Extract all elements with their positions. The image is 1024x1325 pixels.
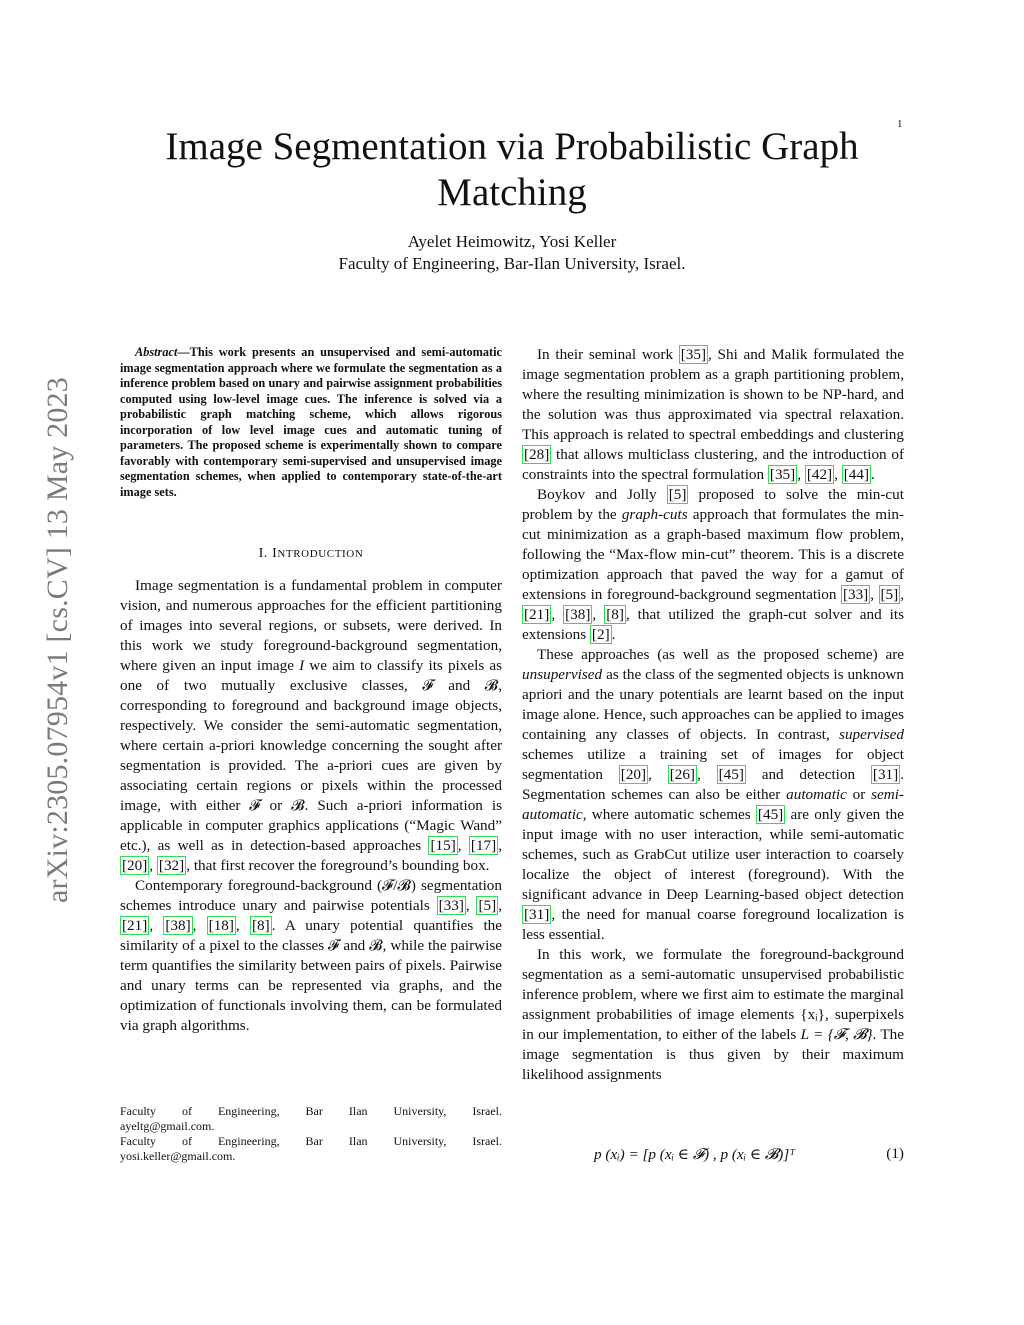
citation-link[interactable]: [5] — [880, 586, 899, 603]
body-paragraph: Boykov and Jolly [5] proposed to solve the min-cut problem by the graph-cuts approach that formulates the min-cut minimization as a graph-based maximum flow problem, following the “Max-flow min-cut” theorem. This is a discrete optimization approach that paved the way for a gamut of extensions in foreground-background segmentation [33] , [5] , [21] , [38] , [8] , that utilized the graph-cut solver and its extensions [2] . — [522, 486, 905, 643]
equation-number: (1) — [886, 1145, 904, 1162]
citation-link[interactable]: [2] — [591, 626, 610, 643]
citation-link[interactable]: [8] — [606, 606, 624, 623]
abstract-dash: — — [177, 345, 190, 359]
footnote-email: ayeltg@gmail.com. — [120, 1119, 215, 1133]
citation-link[interactable]: [5] — [668, 486, 687, 503]
authors: Ayelet Heimowitz, Yosi Keller — [407, 232, 617, 251]
citation-link[interactable]: [31] — [872, 766, 899, 783]
citation-link[interactable]: [32] — [158, 857, 185, 874]
citation-link[interactable]: [8] — [251, 917, 270, 934]
footnote-email: yosi.keller@gmail.com. — [120, 1149, 236, 1163]
citation-link[interactable]: [17] — [470, 837, 497, 854]
citation-link[interactable]: [20] — [620, 766, 647, 783]
citation-link[interactable]: [33] — [842, 586, 869, 603]
body-paragraph: In their seminal work [35] , Shi and Malik formulated the image segmentation problem as a graph partitioning problem, where the resulting minimization is shown to be NP-hard, and the solution was thus approximated via spectral relaxation. This approach is related to spectral embeddings and clustering [28] that allows multiclass clustering, and the introduction of constraints into the spectral formulation [35] , [42] , [44] . — [522, 346, 904, 483]
abstract-lead: Abstract — [135, 345, 178, 359]
body-paragraph: These approaches (as well as the proposed scheme) are unsupervised as the class of the segmented objects is unknown apriori and the unary potentials are learnt based on the input image alone. Hence, such approaches can be applied to images containing any classes of objects. In contrast, supervised schemes utilize a training set of images for object segmentation [20] , [26] , [45] and detection [31] . Segmentation schemes can also be either automatic or semi-automatic, where automatic schemes [45] are only given the input image with no user interaction, while semi-automatic schemes, such as GrabCut utilize user interaction to coarsely localize the object of interest (foreground). With the significant advance in Deep Learning-based object detection [31] , the need for manual coarse foreground localization is less essential. — [522, 646, 905, 943]
citation-link[interactable]: [21] — [122, 917, 148, 934]
citation-link[interactable]: [44] — [843, 466, 870, 483]
footnote-affiliation: Faculty of Engineering, Bar Ilan University, Israel. — [120, 1104, 502, 1118]
citation-link[interactable]: [33] — [438, 897, 464, 914]
section-numeral: I. — [258, 546, 273, 561]
page-number: 1 — [897, 118, 903, 130]
abstract — [120, 345, 502, 500]
footnotes — [120, 1104, 502, 1164]
section-rest: NTRODUCTION — [277, 548, 364, 560]
citation-link[interactable]: [38] — [165, 917, 191, 934]
citation-link[interactable]: [21] — [524, 606, 550, 623]
arxiv-stamp: arXiv:2305.07954v1 [cs.CV] 13 May 2023 — [41, 377, 74, 903]
citation-link[interactable]: [18] — [208, 917, 234, 934]
body-paragraph: In this work, we formulate the foreground-background segmentation as a semi-automatic unsupervised probabilistic inference problem, where we first aim to estimate the marginal assignment probabilities of image elements {xᵢ}, superpixels in our implementation, to either of the labels L = {𝓕, 𝓑}. The image segmentation is thus given by their maximum likelihood assignments — [522, 946, 904, 1083]
equation-1 — [522, 1145, 904, 1169]
citation-link[interactable]: [20] — [122, 857, 148, 874]
section-first-letter: I — [272, 546, 278, 561]
citation-link[interactable]: [15] — [430, 837, 456, 854]
citation-link[interactable]: [28] — [524, 446, 550, 463]
left-column — [120, 345, 502, 1036]
section-heading-introduction — [120, 544, 502, 564]
abstract-text: This work presents an unsupervised and semi-automatic image segmentation approach where we formulate the segmentation as a inference problem based on unary and pairwise assignment probabilities computed using low-level image cues. The inference is solved via a probabilistic graph matching scheme, which allows rigorous incorporation of low level image cues and automatic tuning of parameters. The proposed scheme is experimentally shown to compare favorably with contemporary semi-supervised and unsupervised image segmentation schemes, when applied to contemporary state-of-the-art image sets. — [120, 345, 502, 499]
citation-link[interactable]: [45] — [718, 766, 744, 783]
paper-title: Image Segmentation via Probabilistic Graph Matching — [165, 125, 859, 214]
citation-link[interactable]: [35] — [769, 466, 796, 483]
intro-paragraph-2: Contemporary foreground-background (𝓕/𝓑) segmentation schemes introduce unary and pairwise potentials [33] , [5] , [21] , [38] , [18] , [8] . A unary potential quantifies the similarity of a pixel to the classes 𝓕 and 𝓑, while the pairwise term quantifies the similarity between pairs of pixels. Pairwise and unary terms can be represented via graphs, and the optimization of functionals involving them, can be formulated via graph algorithms. — [120, 877, 503, 1034]
citation-link[interactable]: [42] — [806, 466, 833, 483]
author-block — [120, 231, 904, 275]
footnote-affiliation: Faculty of Engineering, Bar Ilan University, Israel. — [120, 1134, 502, 1148]
citation-link[interactable]: [31] — [524, 906, 550, 923]
intro-paragraph-1: Image segmentation is a fundamental problem in computer vision, and numerous approaches for the efficient partitioning of images into several regions, or subsets, were derived. In this work we study foreground-background segmentation, where given an input image I we aim to classify its pixels as one of two mutually exclusive classes, 𝓕 and 𝓑, corresponding to foreground and background image objects, respectively. We consider the semi-automatic segmentation, where certain a-priori knowledge concerning the sought after segmentation is provided. The a-priori cues are given by associating certain regions or pixels within the processed image, with either 𝓕 or 𝓑. Such a-priori information is applicable in computer graphics applications (“Magic Wand” etc.), as well as in detection-based approaches [15] , [17] , [20] , [32] , that first recover the foreground’s bounding box. — [120, 577, 503, 874]
citation-link[interactable]: [35] — [680, 346, 707, 363]
affiliation: Faculty of Engineering, Bar-Ilan University, Israel. — [338, 254, 686, 273]
equation-body: p (xᵢ) = [p (xᵢ ∈ 𝓕) , p (xᵢ ∈ 𝓑)]ᵀ — [594, 1146, 796, 1163]
right-column — [522, 345, 904, 1085]
citation-link[interactable]: [45] — [757, 806, 784, 823]
citation-link[interactable]: [38] — [565, 606, 591, 623]
citation-link[interactable]: [26] — [669, 766, 695, 783]
citation-link[interactable]: [5] — [478, 897, 497, 914]
